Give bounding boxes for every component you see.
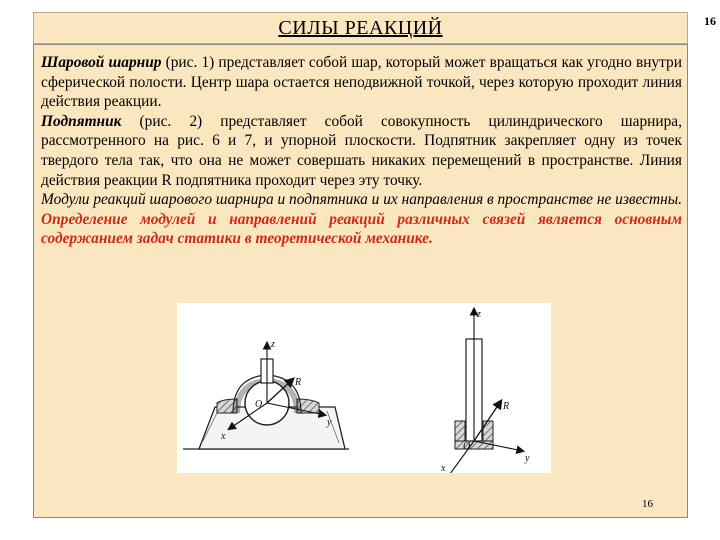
fig1-label-z: z bbox=[271, 339, 275, 350]
figure-ball-joint bbox=[183, 339, 349, 449]
fig2-label-y: y bbox=[525, 453, 530, 464]
fig2-label-o: O bbox=[463, 441, 471, 452]
figures-drawing bbox=[177, 303, 551, 473]
page-title: СИЛЫ РЕАКЦИЙ bbox=[278, 16, 443, 39]
fig1-label-r: R bbox=[295, 377, 302, 388]
figure-thrust-bearing bbox=[439, 309, 530, 473]
page-number: 16 bbox=[642, 498, 653, 510]
paragraph-ball-joint-text: (рис. 1) представляет собой шар, который может вращаться как угодно внутри сферической полости. Центр шара остается неподвижной точкой, через которую проходит линия действия реакции. bbox=[41, 54, 682, 111]
fig1-label-x: x bbox=[221, 431, 226, 442]
fig2-label-z: z bbox=[477, 309, 481, 320]
paragraph-thrust-bearing-text: (рис. 2) представляет собой совокупность цилиндрического шарнира, рассмотренного на рис. 6 и 7, и упорной плоскости. Подпятник закрепляет одну из точек твердого тела так, что она не может совершать никаких перемещений в пространстве. Линия действия реакции R подпятника проходит через эту точку. bbox=[41, 112, 682, 189]
figure-panel bbox=[177, 303, 551, 473]
term-ball-joint: Шаровой шарнир bbox=[41, 54, 162, 71]
paragraph-thrust-bearing bbox=[41, 112, 682, 190]
fig2-label-r: R bbox=[503, 401, 510, 412]
italic-note: Модули реакций шарового шарнира и подпятника и их направления в пространстве не известны. bbox=[41, 191, 683, 209]
fig2-label-x: x bbox=[441, 463, 446, 473]
fig1-label-o: O bbox=[255, 399, 263, 410]
fig1-label-y: y bbox=[327, 417, 332, 428]
title-bar bbox=[33, 12, 688, 44]
content-panel bbox=[33, 44, 688, 518]
slide-number: 16 bbox=[704, 14, 716, 28]
text-body bbox=[41, 53, 682, 249]
term-thrust-bearing: Подпятник bbox=[41, 112, 122, 130]
red-note: Определение модулей и направлений реакций различных связей является основным содержанием задач статики в теоретической механике. bbox=[41, 210, 682, 248]
paragraph-ball-joint bbox=[41, 53, 682, 112]
